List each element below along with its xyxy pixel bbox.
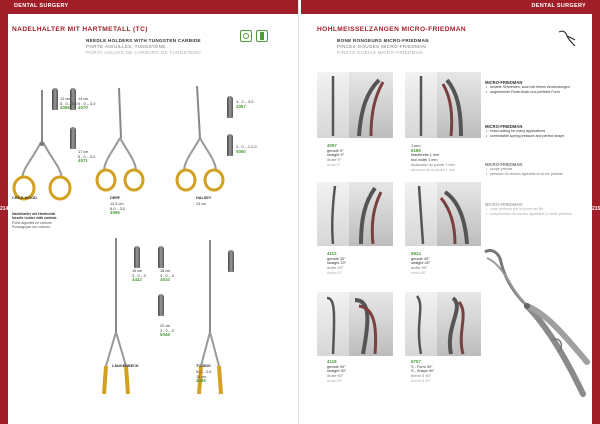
- subtitle-fr: PORTE-AIGUILLES, TUNGSTÈNE: [86, 44, 166, 49]
- crile-tip-17: [70, 127, 76, 149]
- langenbeck-instrument: [96, 236, 136, 396]
- item-6186: 1 mm 6186 Maulbreite 1 mm tool width 1 mm épaisseur du pointe 1 mm anchura de la punta 1 mm: [411, 144, 456, 172]
- photo-6186-tip: [405, 72, 437, 138]
- derf-instrument: [95, 88, 145, 196]
- right-page-number: 215: [592, 206, 600, 212]
- photo-6707-tip: [405, 292, 437, 356]
- halsey-spec-2: 3 - 0 – 1.2-0 5050: [236, 145, 257, 154]
- langenbeck-spec-15: 15 cm 3 - 0 – 0 4442: [132, 269, 146, 283]
- description-de: MICRO-FRIEDMAN • scharfe Schneiden, auch bei feinen Anwendungen • angenehmer Federdruck und perfekte Form: [485, 80, 585, 94]
- subtitle-fr: PINCES GOUGES MICRO-FRIEDMAN: [337, 44, 427, 49]
- photo-4112-jaw: [349, 182, 393, 246]
- description-es: MICRO-FRIEDMAN • corte perfecto por la punta del filo • comprensión del muelle agradable y modo perfecto: [485, 202, 585, 216]
- subtitle-en: NEEDLE HOLDERS WITH TUNGSTEN CARBIDE: [86, 38, 201, 43]
- langenbeck-label: LANGENBECK: [112, 364, 139, 368]
- quality-seal-icon: [240, 30, 252, 42]
- photo-6186-jaw: [437, 72, 481, 138]
- right-header-label: DENTAL SURGERY: [531, 3, 586, 9]
- crile-notes: Nadelhalter mit Hartmetall Needle holder with carbide Porte-aiguilles en carbure Portaagujas con carburo: [12, 212, 57, 230]
- halsey-label: HALSEY: [196, 196, 212, 200]
- langenbeck-tip-15: [134, 246, 140, 268]
- photo-4118-jaw: [349, 292, 393, 356]
- crile-spec-12: 12 cm 5 - 0 – 3-0 4068: [60, 97, 78, 111]
- item-6707: 6707 S - Form 90° S - Shape 90° forme S 90° forma S 90°: [411, 359, 435, 383]
- photo-4097-tip: [317, 72, 349, 138]
- crile-label: CRILE-WOOD: [12, 196, 37, 200]
- halsey-size: 13 cm: [196, 202, 207, 206]
- right-subtitles: [337, 38, 429, 56]
- item-4112: 4112 gerade 20° straight 20° droite 20° recta 20°: [327, 251, 347, 275]
- langenbeck-tip-18: [158, 246, 164, 268]
- tc-tip: [228, 250, 234, 272]
- langenbeck-tip-20: [158, 294, 164, 316]
- crile-spec-14: 14 cm 5 - 0 – 3-0 4070: [78, 97, 96, 111]
- item-4118: 4118 gerade 90° straight 90° droite 90° recta 90°: [327, 359, 347, 383]
- photo-4118-tip: [317, 292, 349, 356]
- photo-6814-tip: [405, 182, 437, 246]
- item-4097: 4097 gerade 9° straight 9° droite 9° recta 9°: [327, 143, 345, 167]
- right-page: [301, 0, 600, 424]
- langenbeck-spec-20: 20 cm 3 - 0 – 0 5048: [160, 324, 174, 338]
- tc-spec: 5-0 – 3-0 13 cm 4585: [196, 370, 212, 384]
- description-fr: MICRO-FRIEDMAN • coupe précise • pression du ressort agréable et forme parfaite: [485, 162, 585, 176]
- photo-6814-jaw: [437, 182, 481, 246]
- halsey-tip-1: [227, 96, 233, 118]
- left-side-band: [0, 14, 8, 424]
- photo-4097-jaw: [349, 72, 393, 138]
- left-page: [0, 0, 299, 424]
- tungsten-carbide-logo-icon: [256, 30, 268, 42]
- halsey-instrument: [175, 86, 225, 196]
- halsey-spec-1: 4 - 0 – 3-0 4067: [236, 100, 254, 109]
- photo-6707-jaw: [437, 292, 481, 356]
- crile-spec-17: 17 cm 5 - 0 – 3-0 4071: [78, 150, 96, 164]
- left-header-bar: [0, 0, 298, 14]
- derf-spec: 12,5 cm 6-0 – 3-0 4096: [110, 202, 126, 216]
- derf-label: DERF: [110, 196, 121, 200]
- rongeur-outline-icon: [557, 28, 577, 48]
- left-title: NADELHALTER MIT HARTMETALL (TC): [12, 26, 148, 33]
- right-header-bar: [301, 0, 600, 14]
- subtitle-es: PINZAS GUBIAS MICRO-FRIEDMAN: [337, 50, 423, 55]
- description-en: MICRO-FRIEDMAN • exact cutting for many applications • comfortable spring pressure and perfect shape: [485, 124, 585, 138]
- crile-tip-12: [52, 88, 58, 110]
- subtitle-es: PORTA AGUJAS DE CARBURO DE TUNGSTENO: [86, 50, 201, 55]
- halsey-tip-2: [227, 134, 233, 156]
- subtitle-en: BONE RONGEURS MICRO-FRIEDMAN: [337, 38, 429, 43]
- micro-friedman-rongeur-illustration: [479, 244, 591, 404]
- right-title: HOHLMEISSELZANGEN MICRO-FRIEDMAN: [317, 26, 467, 33]
- langenbeck-spec-18: 18 cm 3 - 0 – 0 4510: [160, 269, 174, 283]
- left-header-label: DENTAL SURGERY: [14, 3, 69, 9]
- left-subtitles: [86, 38, 201, 56]
- item-6814: 6814 gerade 45° straight 45° droite 45° recta 45°: [411, 251, 431, 275]
- left-page-number: 214: [0, 206, 9, 212]
- tc-label: TC-BNO: [196, 364, 211, 368]
- photo-4112-tip: [317, 182, 349, 246]
- right-side-band: [592, 14, 600, 424]
